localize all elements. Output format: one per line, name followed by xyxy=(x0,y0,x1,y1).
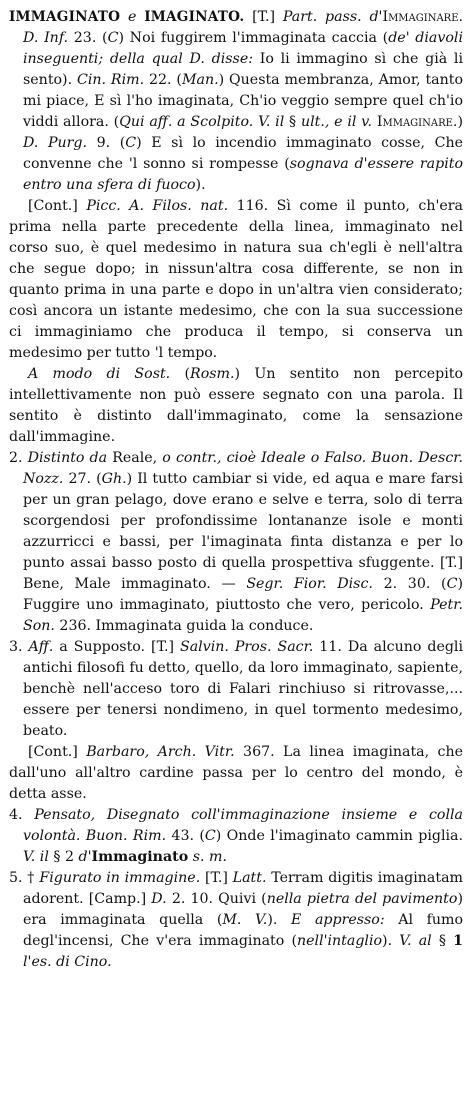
text-run: ) era immaginata quella ( xyxy=(23,891,463,928)
italic-run: Salvin. Pros. Sacr. xyxy=(179,639,314,655)
entry-paragraph-substantive xyxy=(9,364,463,448)
italic-run: C xyxy=(125,135,137,151)
text-run: 116. Sì come il punto, ch'era prima nella parte precedente della linea, immaginato nel corso suo, è quel medesimo in natura sua ch'egli è nell'altra che segue dopo; in nissun'altra cosa differente, se non in quanto prima in una parte e dopo in un'altra vien considerato; così ancora un istante medesimo, che con la sua successione ci immaginiamo che produca il tempo, si conserva un medesimo per tutto 'l tempo. xyxy=(9,198,464,361)
italic-run: C xyxy=(107,30,119,46)
italic-run: s. m. xyxy=(192,849,227,865)
text-run: ). xyxy=(195,177,206,193)
italic-run: Part. pass. d' xyxy=(282,9,383,25)
italic-run: Picc. A. Filos. nat. xyxy=(86,198,229,214)
bold-run: 1 xyxy=(453,933,463,949)
text-run: § xyxy=(431,933,454,949)
italic-run: Man. xyxy=(181,72,219,88)
entry-definition xyxy=(9,7,463,196)
entry-paragraph-citation xyxy=(9,742,463,805)
definition-body xyxy=(23,9,463,193)
text-run: Io li immagino sì che già li sento). xyxy=(23,51,463,88)
italic-run: Aff. xyxy=(28,639,54,655)
entry-paragraph-citation xyxy=(9,196,463,364)
italic-run: o contr., cioè Ideale o Falso. Buon. Descr. Nozz. xyxy=(23,450,463,487)
italic-run: D. Inf. xyxy=(23,30,69,46)
text-run: ). xyxy=(267,912,291,928)
entry-headword: IMMAGINATO xyxy=(9,9,121,25)
entry-sense-2 xyxy=(9,448,463,637)
italic-run: D. Purg. xyxy=(23,135,88,151)
entry-sense-4 xyxy=(9,805,463,868)
text-run: [T.] xyxy=(200,870,233,886)
text-run: [Cont.] xyxy=(28,744,87,760)
text-run: 5. † xyxy=(9,870,40,886)
italic-run: Segr. Fior. Disc. xyxy=(246,576,373,592)
text-run: 4. xyxy=(9,807,35,823)
text-run: ) Onde l'imaginato cammin piglia. xyxy=(215,828,463,844)
italic-run: V. il xyxy=(23,849,49,865)
text-run: ) E sì lo incendio immaginato cosse, Che convenne che 'l sonno si rompesse ( xyxy=(23,135,463,172)
text-run: § 2 xyxy=(48,849,79,865)
italic-run: Pensato, Disegnato coll'immaginazione insieme e colla volontà. Buon. Rim. xyxy=(23,807,463,844)
text-run: ) xyxy=(457,114,463,130)
text-run: ) Il tutto cambiar si vide, ed aqua e mare farsi per un gran pelago, dove erano e selve e terra, solo di terra scorgendosi per profondissime lontananze isole e monti azzurricci e bassi, per l'imaginata finta distanza e per lo punto assai basso posto di quella prospettiva sfuggente. [T.] Bene, Male immaginato. — xyxy=(23,471,464,592)
italic-run: M. V. xyxy=(222,912,268,928)
text-run: [Cont.] xyxy=(28,198,87,214)
text-run: Terram digitis imaginatam adorent. [Camp.] xyxy=(23,870,463,907)
text-run: 3. xyxy=(9,639,29,655)
text-run: ) Fuggire uno immaginato, piuttosto che vero, pericolo. xyxy=(23,576,463,613)
text-run: ) Un sentito non percepito intellettivamente non può essere segnato con una parola. Il sentito è distinto dall'immaginato, come la sensazione dall'immagine. xyxy=(9,366,463,445)
bold-run: Immaginato xyxy=(91,849,189,865)
italic-run: Gh. xyxy=(101,471,127,487)
italic-run: Petr. Son. xyxy=(23,597,463,634)
italic-run: Qui aff. a Scolpito. V. il xyxy=(119,114,285,130)
text-run: 23. ( xyxy=(68,30,108,46)
italic-run: C xyxy=(446,576,458,592)
italic-run: C xyxy=(204,828,216,844)
text-run: [T.] xyxy=(252,9,283,25)
text-run: ). xyxy=(382,933,400,949)
italic-run: de' diavoli inseguenti; della qual D. disse: xyxy=(23,30,464,67)
smallcaps-run: Immaginare. xyxy=(376,114,458,130)
text-run: Al fumo degl'incensi, Che v'era immaginato ( xyxy=(23,912,463,949)
italic-run: D. xyxy=(151,891,167,907)
italic-run: Distinto da xyxy=(27,450,108,466)
entry-sense-3 xyxy=(9,637,463,742)
entry-sense-5 xyxy=(9,868,463,973)
text-run: ) Noi fuggirem l'immaginata caccia ( xyxy=(118,30,389,46)
italic-run: l'es. di Cino. xyxy=(23,954,112,970)
text-run: 9. ( xyxy=(87,135,126,151)
italic-run: Cin. Rim. xyxy=(76,72,145,88)
italic-run: sognava d'essere rapito entro una sfera di fuoco xyxy=(23,156,463,193)
text-run: Reale, xyxy=(107,450,163,466)
italic-run: Figurato in immagine. xyxy=(39,870,201,886)
italic-run: E appresso: xyxy=(290,912,385,928)
text-run: § xyxy=(284,114,301,130)
italic-run: Barbaro, Arch. Vitr. xyxy=(86,744,235,760)
text-run: 2. 10. Quivi ( xyxy=(166,891,267,907)
text-run: 2. xyxy=(9,450,28,466)
text-run: 367. La linea imaginata, che dall'uno all'altro cardine passa per lo centro del mondo, è detta asse. xyxy=(9,744,463,802)
text-run: a Supposto. [T.] xyxy=(53,639,180,655)
italic-run: V. al xyxy=(399,933,432,949)
text-run: 11. Da alcuno degli antichi filosofi fu detto, quello, da loro immaginato, sapiente, benchè nell'acceso toro di Falari rinchiuso si ritrovasse,... essere per tenersi nondimeno, in quel tormento medesimo, beato. xyxy=(23,639,464,739)
text-run: 43. ( xyxy=(166,828,205,844)
text-run: 22. ( xyxy=(144,72,182,88)
text-run: ) Questa membranza, Amor, tanto mi piace, E sì l'ho imaginata, Ch'io veggio sempre quel ch'io viddi allora. ( xyxy=(23,72,463,130)
text-run: 27. ( xyxy=(63,471,102,487)
italic-run: Latt. xyxy=(232,870,267,886)
text-run: ( xyxy=(170,366,191,382)
italic-run: A modo di Sost. xyxy=(28,366,171,382)
italic-run: nella pietra del pavimento xyxy=(266,891,458,907)
italic-run: d' xyxy=(78,849,92,865)
text-run: 2. 30. ( xyxy=(372,576,447,592)
headword-conjunction: e xyxy=(127,9,137,25)
entry-variant-headword: IMAGINATO. xyxy=(144,9,245,25)
italic-run: nell'intaglio xyxy=(296,933,383,949)
smallcaps-run: Immaginare. xyxy=(382,9,464,25)
text-run: 236. Immaginata guida la conduce. xyxy=(54,618,314,634)
italic-run: Rosm. xyxy=(190,366,235,382)
italic-run: ult., e il v. xyxy=(300,114,373,130)
